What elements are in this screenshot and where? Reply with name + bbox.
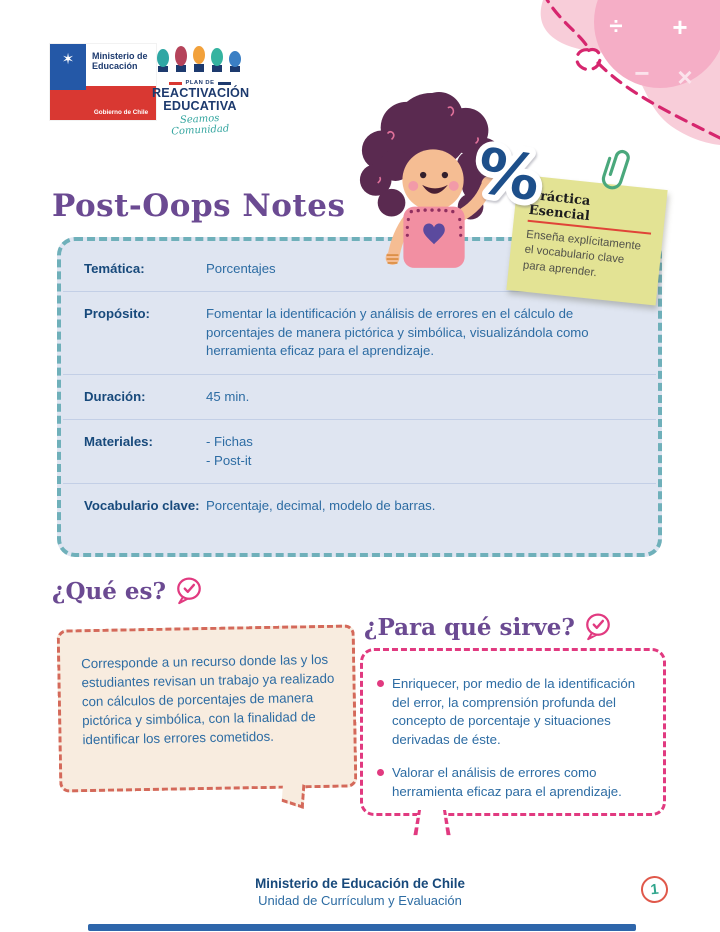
row-label: Materiales:: [84, 434, 153, 450]
percent-icon: %: [472, 133, 546, 216]
row-label: Propósito:: [84, 306, 150, 322]
row-label: Temática:: [84, 261, 145, 276]
plan-bar-red: [169, 82, 182, 85]
gov-flag: [50, 44, 86, 120]
bullet-text: Enriquecer, por medio de la identificación del error, la comprensión profunda del concepto de porcentaje y situaciones derivadas de éste.: [392, 676, 636, 747]
plus-icon: +: [672, 12, 688, 42]
gov-chile-logo: [50, 44, 156, 120]
list-item: [377, 675, 647, 749]
list-item: [377, 764, 647, 801]
footer-unit: Unidad de Currículum y Evaluación: [258, 893, 462, 909]
table-row-vocabulario: [63, 483, 656, 528]
plan-tagline: Seamos Comunidad: [171, 113, 230, 138]
division-icon: ÷: [609, 13, 623, 40]
plan-title-line2: EDUCATIVA: [163, 99, 237, 114]
que-es-heading: ¿Qué es?: [52, 577, 166, 605]
para-que-box-tail: [413, 810, 450, 835]
eye-left: [420, 172, 426, 178]
postit-body: Enseña explícitamente el vocabulario clave para aprender.: [522, 228, 642, 279]
gov-flag-red: [50, 90, 86, 120]
minus-icon: −: [634, 58, 650, 88]
table-row-duracion: [63, 374, 656, 419]
row-label: Vocabulario clave:: [84, 498, 200, 514]
times-icon: ×: [677, 62, 693, 92]
page-title: Post-Oops Notes: [52, 188, 346, 224]
footer: [0, 874, 720, 908]
cheek-left: [408, 181, 418, 191]
percent-badge: [462, 126, 557, 221]
footer-org: Ministerio de Educación de Chile: [255, 876, 465, 891]
que-es-box: [57, 624, 358, 792]
material-line: - Fichas: [206, 434, 253, 450]
plan-bar-blue: [218, 82, 231, 85]
plan-title-line1: REACTIVACIÓN: [152, 86, 250, 100]
row-value: [206, 433, 632, 470]
material-line: - Post-it: [206, 452, 252, 468]
row-value: 45 min.: [206, 388, 250, 404]
reactivacion-logo: [152, 46, 248, 136]
cheek-right: [449, 181, 459, 191]
gov-government-label: Gobierno de Chile: [86, 86, 156, 120]
page-number-badge: 1: [640, 875, 670, 905]
bullet-icon: [377, 769, 384, 776]
bullet-icon: [377, 680, 384, 687]
que-es-body: Corresponde a un recurso donde las y los estudiantes revisan un trabajo ya realizado con cálculos de porcentajes de manera pictórica y simbólica, con la finalidad de identificar los errores cometidos.: [81, 651, 335, 747]
para-que-box: [360, 648, 666, 816]
gov-ministry-label: Ministerio de Educación: [92, 51, 148, 72]
para-que-heading: ¿Para qué sirve?: [364, 613, 575, 641]
table-row-proposito: [63, 291, 656, 373]
eye-right: [442, 172, 448, 178]
row-value: Porcentaje, decimal, modelo de barras.: [206, 498, 436, 514]
face: [402, 149, 463, 210]
check-bubble-icon: [175, 576, 203, 606]
row-label: Duración:: [84, 388, 146, 404]
row-value: Porcentajes: [206, 261, 276, 276]
postit-title: Práctica Esencial: [528, 188, 655, 235]
table-row-materiales: [63, 419, 656, 483]
raised-hands-icon: [154, 46, 246, 73]
footer-rule: [88, 924, 636, 931]
gov-emblem-icon: ✶: [50, 44, 86, 90]
row-value: Fomentar la identificación y análisis de errores en el cálculo de porcentajes de manera pictórica y simbólica, visualizándola como herramienta eficaz para el aprendizaje.: [206, 306, 589, 359]
plan-label: PLAN DE: [185, 80, 215, 86]
check-bubble-icon: [584, 612, 612, 642]
bullet-text: Valorar el análisis de errores como herramienta eficaz para el aprendizaje.: [392, 765, 622, 800]
